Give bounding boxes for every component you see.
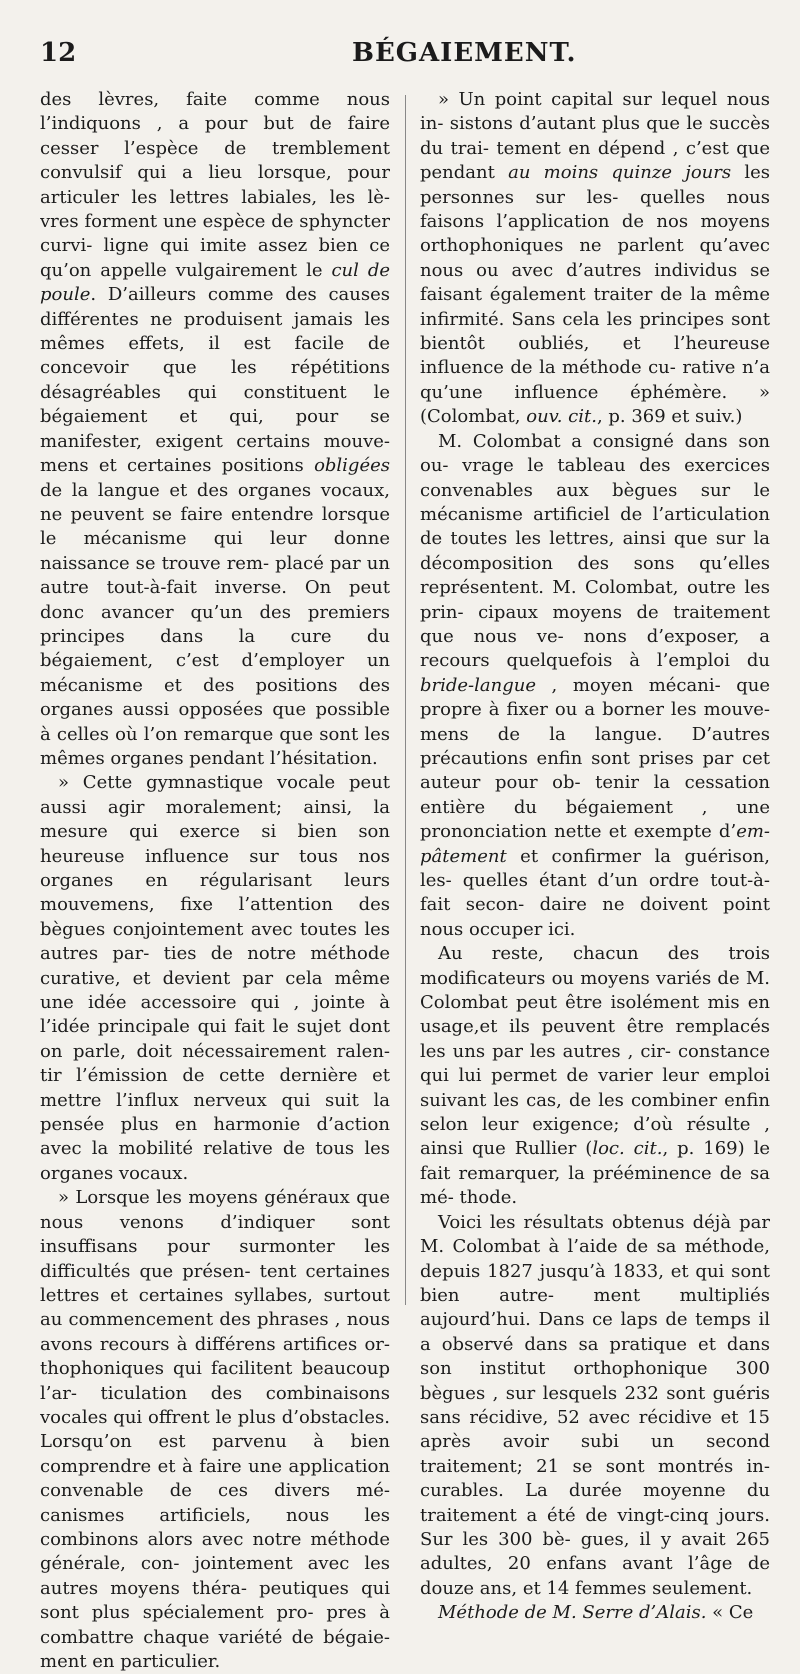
italic-term: au moins quinze jours xyxy=(508,162,732,184)
paragraph: » Cette gymnastique vocale peut aussi agir moralement; ainsi, la mesure qui exerce si bien son heureuse influence sur tous nos organes en régularisant leurs mouvemens, fixe l’attention des bègues conjointement avec toutes les autres par- ties de notre méthode curative, et devient par cela même une idée accessoire qui , jointe à l’idée principale qui fait le sujet dont on parle, doit nécessairement ralen- tir l’émission de cette dernière et mettre l’influx nerveux qui suit la pensée plus en harmonie d’action avec la mobilité relative de tous les organes vocaux. xyxy=(40,772,390,1184)
paragraph: Au reste, chacun des trois modificateurs ou moyens variés de M. Colombat peut être isolément mis en usage,et ils peuvent être remplacés les uns par les autres , cir- constance qui lui permet de varier leur emploi suivant les cas, de les combiner enfin selon leur exigence; d’où résulte , ainsi que Rullier (loc. cit., p. 169) le fait remarquer, la prééminence de sa mé- thode. xyxy=(420,943,770,1209)
right-column xyxy=(420,88,770,1626)
paragraph: M. Colombat a consigné dans son ou- vrage le tableau des exercices convenables aux bègues sur le mécanisme artificiel de l’articulation de toutes les lettres, ainsi que sur la décomposition des sons qu’elles représentent. M. Colombat, outre les prin- cipaux moyens de traitement que nous ve- nons d’exposer, a recours quelquefois à l’emploi du bride-langue , moyen mécani- que propre à fixer ou a borner les mouve- mens de la langue. D’autres précautions enfin sont prises par cet auteur pour ob- tenir la cessation entière du bégaiement , une prononciation nette et exempte d’em- pâtement et confirmer la guérison, les- quelles étant d’un ordre tout-à-fait secon- daire ne doivent point nous occuper ici. xyxy=(420,430,770,940)
italic-term: obligées xyxy=(314,455,390,477)
running-title: BÉGAIEMENT. xyxy=(352,38,577,68)
paragraph: des lèvres, faite comme nous l’indiquons , a pour but de faire cesser l’espèce de tremblement convulsif qui a lieu lorsque, pour articuler les lettres labiales, les lè- vres forment une espèce de sphyncter curvi- ligne qui imite assez bien ce qu’on appelle vulgairement le cul de poule. D’ailleurs comme des causes différentes ne produisent jamais les mêmes effets, il est facile de concevoir que les répétitions désagréables qui constituent le bégaiement et qui, pour se manifester, exigent certains mouve- mens et certaines positions obligées de la langue et des organes vocaux, ne peuvent se faire entendre lorsque le mécanisme qui leur donne naissance se trouve rem- placé par un autre tout-à-fait inverse. On peut donc avancer qu’un des premiers principes dans la cure du bégaiement, c’est d’employer un mécanisme et des positions des organes aussi opposées que possible à celles où l’on remarque que sont les mêmes organes pendant l’hésitation. xyxy=(40,89,390,769)
italic-term: cul de poule xyxy=(40,259,390,306)
paragraph: Voici les résultats obtenus déjà par M. Colombat à l’aide de sa méthode, depuis 1827 jusqu’à 1833, et qui sont bien autre- ment multipliés aujourd’hui. Dans ce laps de temps il a observé dans sa pratique et dans son institut orthophonique 300 bègues , sur lesquels 232 sont guéris sans récidive, 52 avec récidive et 15 après avoir subi un second traitement; 21 se sont montrés in- curables. La durée moyenne du traitement a été de vingt-cinq jours. Sur les 300 bè- gues, il y avait 265 adultes, 20 enfans avant l’âge de douze ans, et 14 femmes seulement. xyxy=(420,1211,770,1599)
section-heading: Méthode de M. Serre d’Alais. xyxy=(438,1602,707,1624)
left-column xyxy=(40,88,390,1674)
paragraph: » Un point capital sur lequel nous in- sistons d’autant plus que le succès du trai- tement en dépend , c’est que pendant au moins quinze jours les personnes sur les- quelles nous faisons l’application de nos moyens orthophoniques ne parlent qu’avec nous ou avec d’autres individus se faisant également traiter de la même infirmité. Sans cela les principes sont bientôt oubliés, et l’heureuse influence de la méthode cu- rative n’a qu’une influence éphémère. » (Colombat, ouv. cit., p. 369 et suiv.) xyxy=(420,89,770,428)
page-number: 12 xyxy=(40,38,77,68)
italic-term: loc. cit. xyxy=(592,1138,663,1160)
paragraph: Méthode de M. Serre d’Alais. « Ce xyxy=(438,1602,754,1624)
italic-term: bride-langue xyxy=(420,674,536,696)
column-divider xyxy=(405,95,406,1305)
page-header xyxy=(40,38,765,78)
italic-term: em- pâtement xyxy=(420,821,770,867)
italic-term: ouv. cit. xyxy=(526,406,597,428)
paragraph: » Lorsque les moyens généraux que nous venons d’indiquer sont insuffisans pour surmonter les difficultés que présen- tent certaines lettres et certaines syllabes, surtout au commencement des phrases , nous avons recours à différens artifices or- thophoniques qui facilitent beaucoup l’ar- ticulation des combinaisons vocales qui offrent le plus d’obstacles. Lorsqu’on est parvenu à bien comprendre et à faire une application convenable de ces divers mé- canismes artificiels, nous les combinons alors avec notre méthode générale, con- jointement avec les autres moyens théra- peutiques qui sont plus spécialement pro- pres à combattre chaque variété de bégaie- ment en particulier. xyxy=(40,1187,390,1672)
